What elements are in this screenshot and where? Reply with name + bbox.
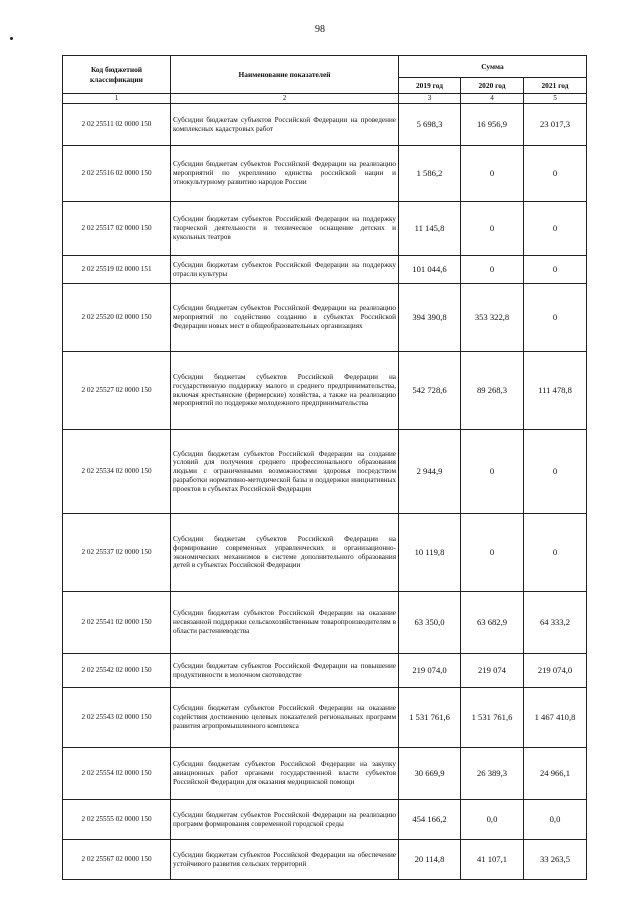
header-sum: Сумма: [399, 56, 587, 78]
table-row: [63, 688, 587, 748]
col-number: 2: [171, 94, 399, 104]
table-row: [63, 104, 587, 146]
table-row: [63, 800, 587, 840]
col-number: 1: [63, 94, 171, 104]
budget-code: 2 02 25554 02 0000 150: [63, 748, 171, 800]
indicator-name: Субсидии бюджетам субъектов Российской Федерации на проведение комплексных кадастровых работ: [171, 104, 399, 146]
amount-2020: 219 074: [461, 654, 524, 688]
amount-2019: 454 166,2: [399, 800, 461, 840]
amount-2020: 0: [461, 146, 524, 202]
indicator-name: Субсидии бюджетам субъектов Российской Федерации на повышение продуктивности в молочном скотоводстве: [171, 654, 399, 688]
table-row: [63, 256, 587, 284]
amount-2020: 0,0: [461, 800, 524, 840]
amount-2019: 219 074,0: [399, 654, 461, 688]
table-row: [63, 352, 587, 430]
amount-2019: 101 044,6: [399, 256, 461, 284]
budget-code: 2 02 25555 02 0000 150: [63, 800, 171, 840]
amount-2021: 0: [524, 202, 587, 256]
indicator-name: Субсидии бюджетам субъектов Российской Федерации на оказание содействия достижению целевых показателей региональных программ развития агропромышленного комплекса: [171, 688, 399, 748]
amount-2019: 5 698,3: [399, 104, 461, 146]
budget-code: 2 02 25542 02 0000 150: [63, 654, 171, 688]
amount-2021: 23 017,3: [524, 104, 587, 146]
indicator-name: Субсидии бюджетам субъектов Российской Федерации на оказание несвязанной поддержки сельскохозяйственным товаропроизводителям в области растениеводства: [171, 592, 399, 654]
amount-2019: 63 350,0: [399, 592, 461, 654]
page-number: 98: [315, 24, 325, 35]
amount-2019: 1 586,2: [399, 146, 461, 202]
indicator-name: Субсидии бюджетам субъектов Российской Федерации на реализацию мероприятий по содействию созданию в субъектах Российской Федерации новых мест в общеобразовательных организациях: [171, 284, 399, 352]
indicator-name: Субсидии бюджетам субъектов Российской Федерации на поддержку творческой деятельности и техническое оснащение детских и кукольных театров: [171, 202, 399, 256]
budget-code: 2 02 25567 02 0000 150: [63, 840, 171, 880]
budget-code: 2 02 25520 02 0000 150: [63, 284, 171, 352]
amount-2019: 1 531 761,6: [399, 688, 461, 748]
amount-2021: 0,0: [524, 800, 587, 840]
budget-code: 2 02 25537 02 0000 150: [63, 514, 171, 592]
header-year-2021: 2021 год: [524, 78, 587, 94]
budget-code: 2 02 25517 02 0000 150: [63, 202, 171, 256]
amount-2019: 2 944,9: [399, 430, 461, 514]
col-number: 4: [461, 94, 524, 104]
budget-code: 2 02 25516 02 0000 150: [63, 146, 171, 202]
table-row: [63, 654, 587, 688]
indicator-name: Субсидии бюджетам субъектов Российской Федерации на государственную поддержку малого и среднего предпринимательства, включая крестьянские (фермерские) хозяйства, а также на реализацию мероприятий по поддержке молодежного предпринимательства: [171, 352, 399, 430]
amount-2019: 394 390,8: [399, 284, 461, 352]
indicator-name: Субсидии бюджетам субъектов Российской Федерации на реализацию мероприятий по укреплению единства российской нации и этнокультурному развитию народов России: [171, 146, 399, 202]
indicator-name: Субсидии бюджетам субъектов Российской Федерации на обеспечение устойчивого развития сельских территорий: [171, 840, 399, 880]
table-row: [63, 840, 587, 880]
col-number: 5: [524, 94, 587, 104]
amount-2020: 0: [461, 256, 524, 284]
budget-table: [62, 55, 587, 880]
amount-2021: 0: [524, 256, 587, 284]
amount-2020: 0: [461, 202, 524, 256]
amount-2021: 1 467 410,8: [524, 688, 587, 748]
indicator-name: Субсидии бюджетам субъектов Российской Федерации на реализацию программ формирования современной городской среды: [171, 800, 399, 840]
header-year-2019: 2019 год: [399, 78, 461, 94]
budget-code: 2 02 25511 02 0000 150: [63, 104, 171, 146]
amount-2021: 64 333,2: [524, 592, 587, 654]
table-row: [63, 284, 587, 352]
table-row: [63, 592, 587, 654]
scan-mark: [10, 37, 13, 40]
amount-2020: 0: [461, 514, 524, 592]
header-year-2020: 2020 год: [461, 78, 524, 94]
amount-2019: 30 669,9: [399, 748, 461, 800]
amount-2021: 0: [524, 146, 587, 202]
amount-2020: 26 389,3: [461, 748, 524, 800]
amount-2021: 0: [524, 284, 587, 352]
amount-2020: 16 956,9: [461, 104, 524, 146]
budget-code: 2 02 25543 02 0000 150: [63, 688, 171, 748]
col-number: 3: [399, 94, 461, 104]
budget-code: 2 02 25519 02 0000 151: [63, 256, 171, 284]
amount-2020: 353 322,8: [461, 284, 524, 352]
amount-2021: 24 966,1: [524, 748, 587, 800]
amount-2019: 20 114,8: [399, 840, 461, 880]
table-row: [63, 514, 587, 592]
indicator-name: Субсидии бюджетам субъектов Российской Федерации на формирование современных управленческих и организационно-экономических механизмов в системе дополнительного образования детей в субъектах Российской Федерации: [171, 514, 399, 592]
table-row: [63, 202, 587, 256]
table-row: [63, 146, 587, 202]
budget-code: 2 02 25541 02 0000 150: [63, 592, 171, 654]
amount-2020: 0: [461, 430, 524, 514]
amount-2020: 63 682,9: [461, 592, 524, 654]
indicator-name: Субсидии бюджетам субъектов Российской Федерации на создание условий для получения среднего профессионального образования людьми с ограниченными возможностями здоровья посредством разработки нормативно-методической базы и поддержки инициативных проектов в субъектах Российской Федерации: [171, 430, 399, 514]
indicator-name: Субсидии бюджетам субъектов Российской Федерации на поддержку отрасли культуры: [171, 256, 399, 284]
amount-2021: 0: [524, 514, 587, 592]
amount-2020: 41 107,1: [461, 840, 524, 880]
amount-2021: 219 074,0: [524, 654, 587, 688]
amount-2021: 33 263,5: [524, 840, 587, 880]
amount-2020: 1 531 761,6: [461, 688, 524, 748]
amount-2020: 89 268,3: [461, 352, 524, 430]
header-code: Код бюджетной классификации: [63, 56, 171, 94]
budget-code: 2 02 25527 02 0000 150: [63, 352, 171, 430]
budget-code: 2 02 25534 02 0000 150: [63, 430, 171, 514]
amount-2021: 0: [524, 430, 587, 514]
amount-2019: 10 119,8: [399, 514, 461, 592]
indicator-name: Субсидии бюджетам субъектов Российской Федерации на закупку авиационных работ органами государственной власти субъектов Российской Федерации для оказания медицинской помощи: [171, 748, 399, 800]
amount-2019: 11 145,8: [399, 202, 461, 256]
amount-2021: 111 478,8: [524, 352, 587, 430]
header-name: Наименование показателей: [171, 56, 399, 94]
table-row: [63, 430, 587, 514]
amount-2019: 542 728,6: [399, 352, 461, 430]
table-row: [63, 748, 587, 800]
